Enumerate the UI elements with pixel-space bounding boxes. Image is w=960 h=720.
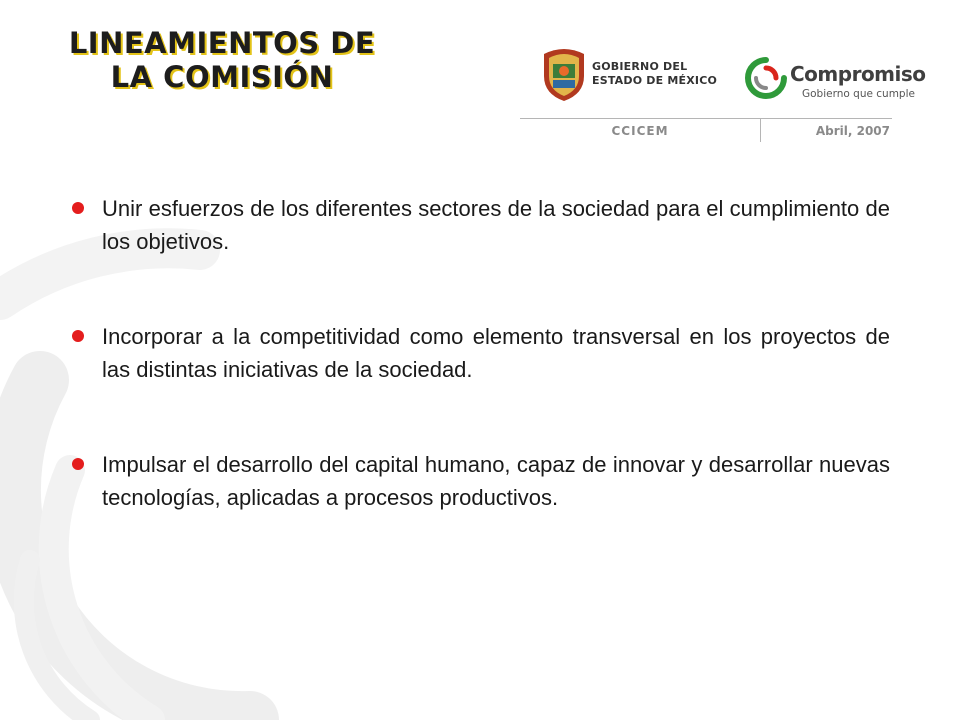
- bullet-text: Impulsar el desarrollo del capital humano, capaz de innovar y desarrollar nuevas tecnologías, aplicadas a procesos productivos.: [102, 452, 890, 510]
- bullet-dot-icon: [72, 202, 84, 214]
- page-title: [42, 26, 402, 94]
- compromiso-tagline: Gobierno que cumple: [802, 88, 915, 100]
- list-item: [72, 448, 890, 514]
- compromiso-swirl-icon: [744, 56, 788, 100]
- bullet-text: Unir esfuerzos de los diferentes sectores de la sociedad para el cumplimiento de los objetivos.: [102, 196, 890, 254]
- header-divider: [520, 118, 892, 119]
- header-org-label: CCICEM: [611, 124, 669, 138]
- title-line-2: LA COMISIÓN: [110, 60, 334, 94]
- bullet-text: Incorporar a la competitividad como elemento transversal en los proyectos de las distintas iniciativas de la sociedad.: [102, 324, 890, 382]
- gobierno-text: [592, 60, 717, 88]
- title-line-1: LINEAMIENTOS DE: [68, 26, 376, 60]
- header-date-label: Abril, 2007: [815, 124, 890, 138]
- list-item: [72, 192, 890, 258]
- compromiso-name: Compromiso: [790, 62, 926, 86]
- list-item: [72, 320, 890, 386]
- gobierno-logo: [540, 46, 740, 106]
- gobierno-line-2: ESTADO DE MÉXICO: [592, 74, 718, 87]
- bullet-list: [72, 192, 890, 514]
- compromiso-logo: [744, 56, 944, 106]
- state-shield-icon: [540, 46, 588, 102]
- bullet-dot-icon: [72, 458, 84, 470]
- bullet-dot-icon: [72, 330, 84, 342]
- gobierno-line-1: GOBIERNO DEL: [592, 60, 688, 73]
